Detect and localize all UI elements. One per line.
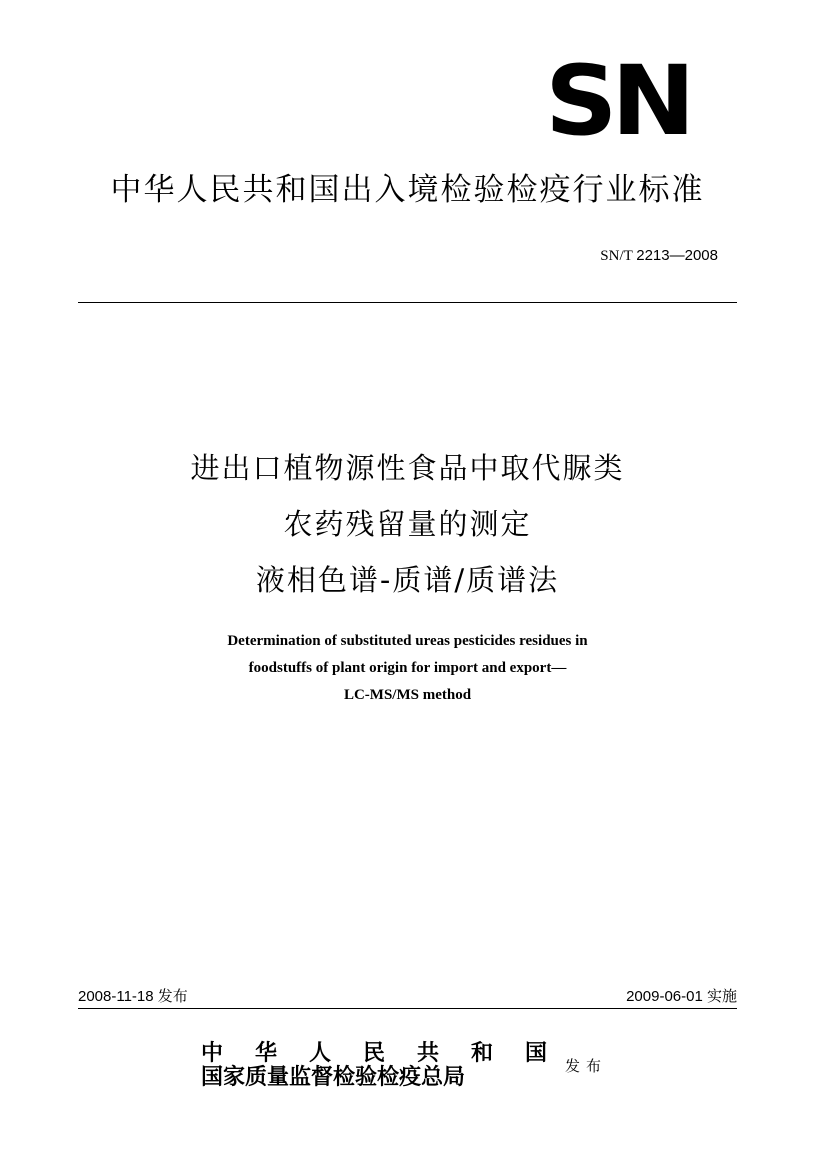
- chinese-title-line-1: 进出口植物源性食品中取代脲类: [190, 451, 625, 485]
- sn-logo: SN: [544, 45, 690, 157]
- organization-title: 中华人民共和国出入境检验检疫行业标准: [110, 172, 705, 208]
- footer-divider: [78, 1008, 737, 1009]
- chinese-title-line-2: 农药残留量的测定: [283, 507, 532, 541]
- issuer-line-2: 国家质量监督检验检疫总局: [201, 1064, 466, 1090]
- standard-code: [600, 246, 718, 266]
- implement-date-label: 实施: [706, 987, 737, 1005]
- standard-code-number: 2213—2008: [636, 247, 718, 264]
- issue-date-value: 2008-11-18: [78, 988, 154, 1005]
- english-title-line-2: foodstuffs of plant origin for import and export—: [248, 660, 567, 676]
- implement-date-value: 2009-06-01: [626, 988, 703, 1005]
- english-title-line-3: LC-MS/MS method: [343, 687, 472, 703]
- issue-date-label: 发布: [157, 987, 188, 1005]
- english-title-line-1: Determination of substituted ureas pesticides residues in: [227, 633, 588, 649]
- header-divider: [78, 302, 737, 303]
- issue-date: [78, 986, 188, 1007]
- issuer-action: 发布: [565, 1057, 608, 1075]
- implement-date: [626, 986, 737, 1007]
- standard-code-prefix: SN/T: [600, 248, 633, 264]
- chinese-title-line-3: 液相色谱-质谱/质谱法: [255, 563, 560, 597]
- issuer-line-1: 中 华 人 民 共 和 国: [201, 1040, 547, 1066]
